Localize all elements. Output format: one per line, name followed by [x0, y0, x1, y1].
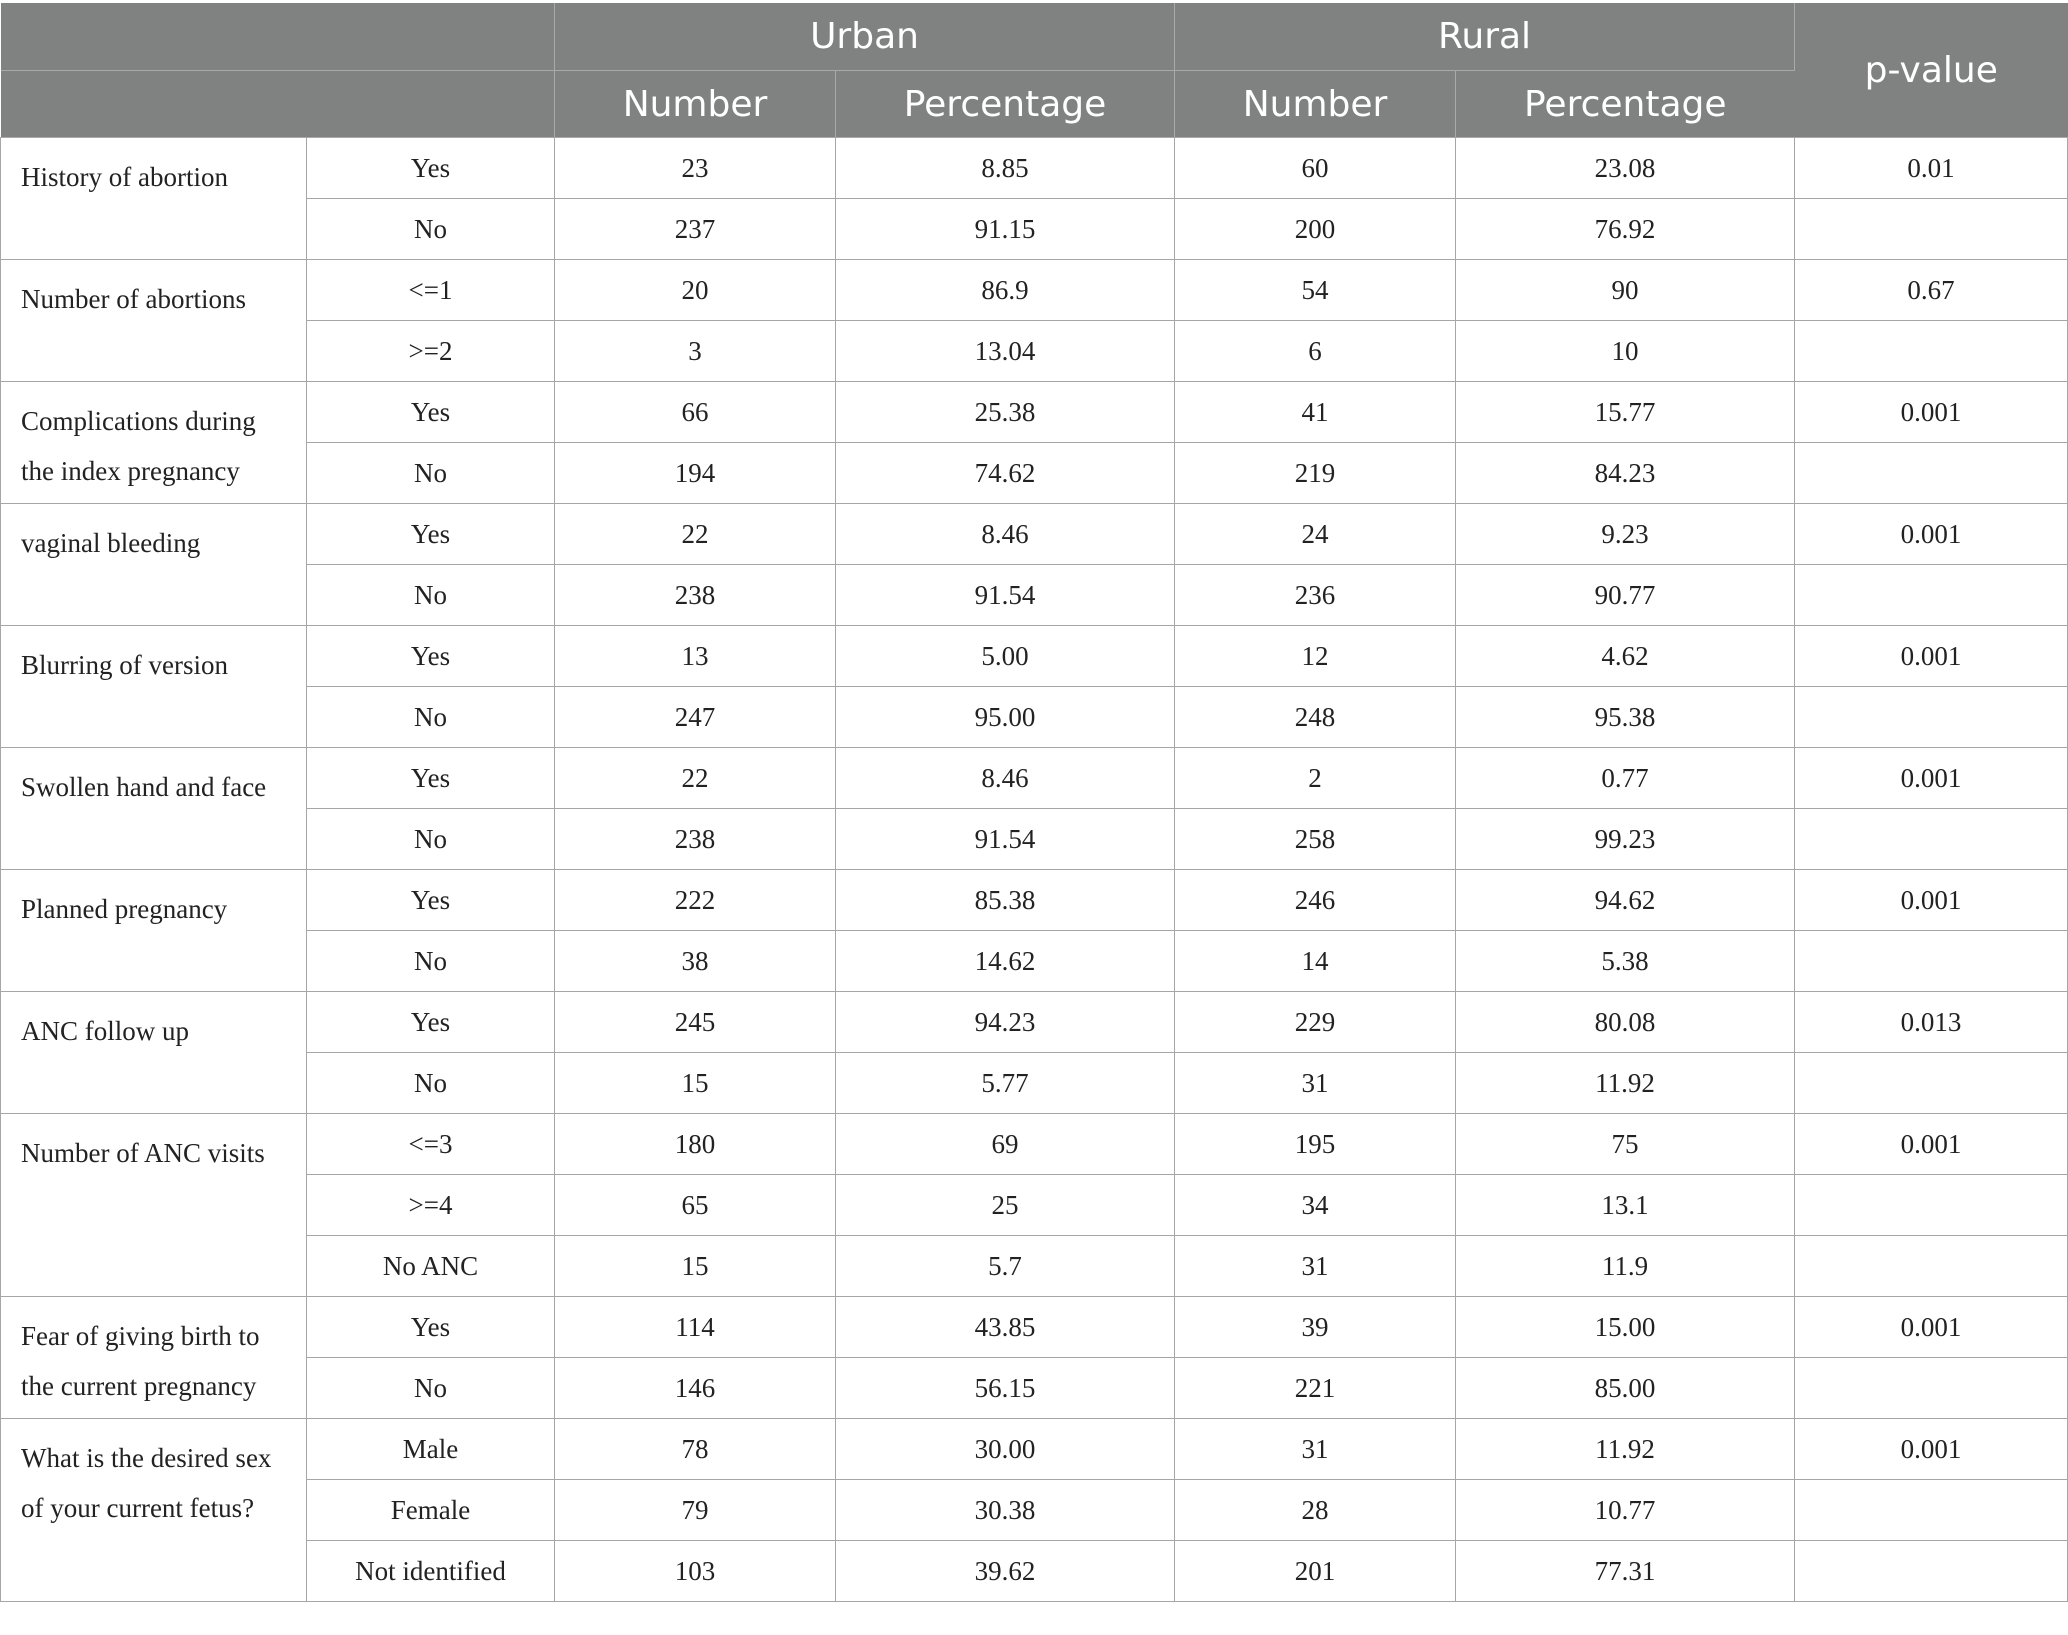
- pvalue-cell: 0.01: [1795, 138, 2068, 199]
- category-cell: No: [307, 199, 555, 260]
- pvalue-cell: 0.001: [1795, 504, 2068, 565]
- rural-number-cell: 219: [1175, 443, 1456, 504]
- table-row: [1, 1297, 2068, 1358]
- rural-number-cell: 201: [1175, 1541, 1456, 1602]
- table-row: [1, 260, 2068, 321]
- header-pvalue: p-value: [1795, 3, 2068, 138]
- rural-percentage-cell: 76.92: [1456, 199, 1795, 260]
- header-rural: Rural: [1175, 3, 1795, 71]
- urban-number-cell: 15: [555, 1053, 836, 1114]
- rural-number-cell: 31: [1175, 1236, 1456, 1297]
- group-label: Number of ANC visits: [1, 1114, 307, 1297]
- rural-number-cell: 221: [1175, 1358, 1456, 1419]
- pvalue-cell: 0.001: [1795, 870, 2068, 931]
- table-row: [1, 504, 2068, 565]
- urban-number-cell: 146: [555, 1358, 836, 1419]
- rural-number-cell: 14: [1175, 931, 1456, 992]
- urban-percentage-cell: 74.62: [836, 443, 1175, 504]
- pvalue-cell: [1795, 565, 2068, 626]
- urban-percentage-cell: 8.85: [836, 138, 1175, 199]
- rural-percentage-cell: 15.77: [1456, 382, 1795, 443]
- urban-number-cell: 114: [555, 1297, 836, 1358]
- urban-number-cell: 238: [555, 809, 836, 870]
- rural-number-cell: 12: [1175, 626, 1456, 687]
- category-cell: No: [307, 687, 555, 748]
- category-cell: <=1: [307, 260, 555, 321]
- rural-percentage-cell: 84.23: [1456, 443, 1795, 504]
- rural-percentage-cell: 10: [1456, 321, 1795, 382]
- table-row: [1, 1114, 2068, 1175]
- pvalue-cell: 0.001: [1795, 626, 2068, 687]
- pvalue-cell: [1795, 199, 2068, 260]
- table-row: [1, 199, 2068, 260]
- urban-number-cell: 3: [555, 321, 836, 382]
- pvalue-cell: [1795, 1480, 2068, 1541]
- header-urban-percentage: Percentage: [836, 71, 1175, 138]
- header-urban: Urban: [555, 3, 1175, 71]
- urban-number-cell: 15: [555, 1236, 836, 1297]
- category-cell: No: [307, 809, 555, 870]
- pvalue-cell: 0.001: [1795, 1297, 2068, 1358]
- urban-percentage-cell: 30.00: [836, 1419, 1175, 1480]
- category-cell: No: [307, 565, 555, 626]
- urban-number-cell: 78: [555, 1419, 836, 1480]
- category-cell: Yes: [307, 504, 555, 565]
- rural-percentage-cell: 75: [1456, 1114, 1795, 1175]
- rural-number-cell: 31: [1175, 1419, 1456, 1480]
- rural-number-cell: 31: [1175, 1053, 1456, 1114]
- category-cell: Yes: [307, 626, 555, 687]
- category-cell: No: [307, 1358, 555, 1419]
- pvalue-cell: 0.013: [1795, 992, 2068, 1053]
- table-row: [1, 687, 2068, 748]
- rural-percentage-cell: 10.77: [1456, 1480, 1795, 1541]
- header-rural-number: Number: [1175, 71, 1456, 138]
- rural-percentage-cell: 11.92: [1456, 1419, 1795, 1480]
- table-row: [1, 748, 2068, 809]
- rural-percentage-cell: 90: [1456, 260, 1795, 321]
- urban-percentage-cell: 69: [836, 1114, 1175, 1175]
- category-cell: Yes: [307, 138, 555, 199]
- pvalue-cell: [1795, 1236, 2068, 1297]
- rural-number-cell: 248: [1175, 687, 1456, 748]
- pvalue-cell: 0.001: [1795, 1114, 2068, 1175]
- table-row: [1, 992, 2068, 1053]
- urban-percentage-cell: 94.23: [836, 992, 1175, 1053]
- urban-percentage-cell: 95.00: [836, 687, 1175, 748]
- rural-number-cell: 258: [1175, 809, 1456, 870]
- header-blank: [1, 3, 555, 71]
- urban-percentage-cell: 39.62: [836, 1541, 1175, 1602]
- urban-percentage-cell: 91.54: [836, 565, 1175, 626]
- category-cell: Yes: [307, 382, 555, 443]
- rural-percentage-cell: 23.08: [1456, 138, 1795, 199]
- rural-number-cell: 236: [1175, 565, 1456, 626]
- pvalue-cell: [1795, 1175, 2068, 1236]
- rural-percentage-cell: 0.77: [1456, 748, 1795, 809]
- urban-percentage-cell: 14.62: [836, 931, 1175, 992]
- table-row: [1, 382, 2068, 443]
- header-blank-sub: [1, 71, 555, 138]
- category-cell: Male: [307, 1419, 555, 1480]
- pvalue-cell: [1795, 687, 2068, 748]
- pvalue-cell: 0.001: [1795, 1419, 2068, 1480]
- rural-number-cell: 6: [1175, 321, 1456, 382]
- urban-percentage-cell: 91.54: [836, 809, 1175, 870]
- rural-number-cell: 54: [1175, 260, 1456, 321]
- rural-percentage-cell: 95.38: [1456, 687, 1795, 748]
- pvalue-cell: 0.001: [1795, 382, 2068, 443]
- group-label: Planned pregnancy: [1, 870, 307, 992]
- header-rural-percentage: Percentage: [1456, 71, 1795, 138]
- group-label: Swollen hand and face: [1, 748, 307, 870]
- urban-number-cell: 22: [555, 748, 836, 809]
- rural-number-cell: 41: [1175, 382, 1456, 443]
- table-row: [1, 443, 2068, 504]
- urban-number-cell: 180: [555, 1114, 836, 1175]
- rural-number-cell: 34: [1175, 1175, 1456, 1236]
- category-cell: Yes: [307, 1297, 555, 1358]
- pvalue-cell: [1795, 1541, 2068, 1602]
- category-cell: Yes: [307, 992, 555, 1053]
- urban-percentage-cell: 91.15: [836, 199, 1175, 260]
- rural-percentage-cell: 13.1: [1456, 1175, 1795, 1236]
- rural-number-cell: 200: [1175, 199, 1456, 260]
- group-label: Complications during the index pregnancy: [1, 382, 307, 504]
- group-label: Fear of giving birth to the current pregnancy: [1, 1297, 307, 1419]
- urban-percentage-cell: 13.04: [836, 321, 1175, 382]
- category-cell: No: [307, 1053, 555, 1114]
- rural-number-cell: 2: [1175, 748, 1456, 809]
- group-label: vaginal bleeding: [1, 504, 307, 626]
- table-row: [1, 931, 2068, 992]
- urban-number-cell: 245: [555, 992, 836, 1053]
- category-cell: No: [307, 443, 555, 504]
- urban-number-cell: 79: [555, 1480, 836, 1541]
- table-row: [1, 1419, 2068, 1480]
- urban-percentage-cell: 85.38: [836, 870, 1175, 931]
- urban-number-cell: 237: [555, 199, 836, 260]
- rural-percentage-cell: 80.08: [1456, 992, 1795, 1053]
- urban-percentage-cell: 5.7: [836, 1236, 1175, 1297]
- table-row: [1, 1480, 2068, 1541]
- table-header: [1, 3, 2068, 138]
- urban-number-cell: 13: [555, 626, 836, 687]
- pvalue-cell: [1795, 1358, 2068, 1419]
- table-row: [1, 321, 2068, 382]
- category-cell: Yes: [307, 748, 555, 809]
- pvalue-cell: [1795, 931, 2068, 992]
- rural-number-cell: 60: [1175, 138, 1456, 199]
- rural-number-cell: 39: [1175, 1297, 1456, 1358]
- group-label: Blurring of version: [1, 626, 307, 748]
- urban-percentage-cell: 86.9: [836, 260, 1175, 321]
- table-row: [1, 565, 2068, 626]
- table-row: [1, 626, 2068, 687]
- category-cell: No ANC: [307, 1236, 555, 1297]
- rural-percentage-cell: 11.92: [1456, 1053, 1795, 1114]
- group-label: Number of abortions: [1, 260, 307, 382]
- category-cell: <=3: [307, 1114, 555, 1175]
- group-label: ANC follow up: [1, 992, 307, 1114]
- pvalue-cell: 0.001: [1795, 748, 2068, 809]
- rural-number-cell: 24: [1175, 504, 1456, 565]
- rural-percentage-cell: 5.38: [1456, 931, 1795, 992]
- pvalue-cell: [1795, 809, 2068, 870]
- header-urban-number: Number: [555, 71, 836, 138]
- rural-percentage-cell: 9.23: [1456, 504, 1795, 565]
- urban-number-cell: 238: [555, 565, 836, 626]
- urban-percentage-cell: 5.77: [836, 1053, 1175, 1114]
- rural-percentage-cell: 15.00: [1456, 1297, 1795, 1358]
- urban-percentage-cell: 30.38: [836, 1480, 1175, 1541]
- urban-percentage-cell: 43.85: [836, 1297, 1175, 1358]
- urban-number-cell: 103: [555, 1541, 836, 1602]
- rural-percentage-cell: 85.00: [1456, 1358, 1795, 1419]
- category-cell: Yes: [307, 870, 555, 931]
- urban-number-cell: 20: [555, 260, 836, 321]
- urban-number-cell: 194: [555, 443, 836, 504]
- table-row: [1, 1175, 2068, 1236]
- table-row: [1, 1053, 2068, 1114]
- group-label: What is the desired sex of your current fetus?: [1, 1419, 307, 1602]
- pvalue-cell: 0.67: [1795, 260, 2068, 321]
- rural-percentage-cell: 4.62: [1456, 626, 1795, 687]
- table-row: [1, 870, 2068, 931]
- group-label: History of abortion: [1, 138, 307, 260]
- rural-number-cell: 28: [1175, 1480, 1456, 1541]
- urban-number-cell: 38: [555, 931, 836, 992]
- table-body: [1, 138, 2068, 1602]
- rural-percentage-cell: 99.23: [1456, 809, 1795, 870]
- table-row: [1, 1541, 2068, 1602]
- urban-percentage-cell: 25: [836, 1175, 1175, 1236]
- rural-percentage-cell: 94.62: [1456, 870, 1795, 931]
- urban-percentage-cell: 25.38: [836, 382, 1175, 443]
- rural-percentage-cell: 11.9: [1456, 1236, 1795, 1297]
- category-cell: >=2: [307, 321, 555, 382]
- urban-percentage-cell: 56.15: [836, 1358, 1175, 1419]
- urban-percentage-cell: 8.46: [836, 748, 1175, 809]
- urban-number-cell: 66: [555, 382, 836, 443]
- rural-percentage-cell: 77.31: [1456, 1541, 1795, 1602]
- pvalue-cell: [1795, 443, 2068, 504]
- category-cell: Not identified: [307, 1541, 555, 1602]
- category-cell: No: [307, 931, 555, 992]
- urban-percentage-cell: 8.46: [836, 504, 1175, 565]
- rural-number-cell: 195: [1175, 1114, 1456, 1175]
- urban-number-cell: 22: [555, 504, 836, 565]
- urban-percentage-cell: 5.00: [836, 626, 1175, 687]
- urban-number-cell: 222: [555, 870, 836, 931]
- rural-number-cell: 229: [1175, 992, 1456, 1053]
- table-row: [1, 1236, 2068, 1297]
- table-row: [1, 1358, 2068, 1419]
- data-table: [0, 3, 2068, 1602]
- rural-percentage-cell: 90.77: [1456, 565, 1795, 626]
- table-row: [1, 138, 2068, 199]
- category-cell: >=4: [307, 1175, 555, 1236]
- table-row: [1, 809, 2068, 870]
- urban-number-cell: 247: [555, 687, 836, 748]
- category-cell: Female: [307, 1480, 555, 1541]
- rural-number-cell: 246: [1175, 870, 1456, 931]
- urban-number-cell: 23: [555, 138, 836, 199]
- pvalue-cell: [1795, 321, 2068, 382]
- pvalue-cell: [1795, 1053, 2068, 1114]
- urban-number-cell: 65: [555, 1175, 836, 1236]
